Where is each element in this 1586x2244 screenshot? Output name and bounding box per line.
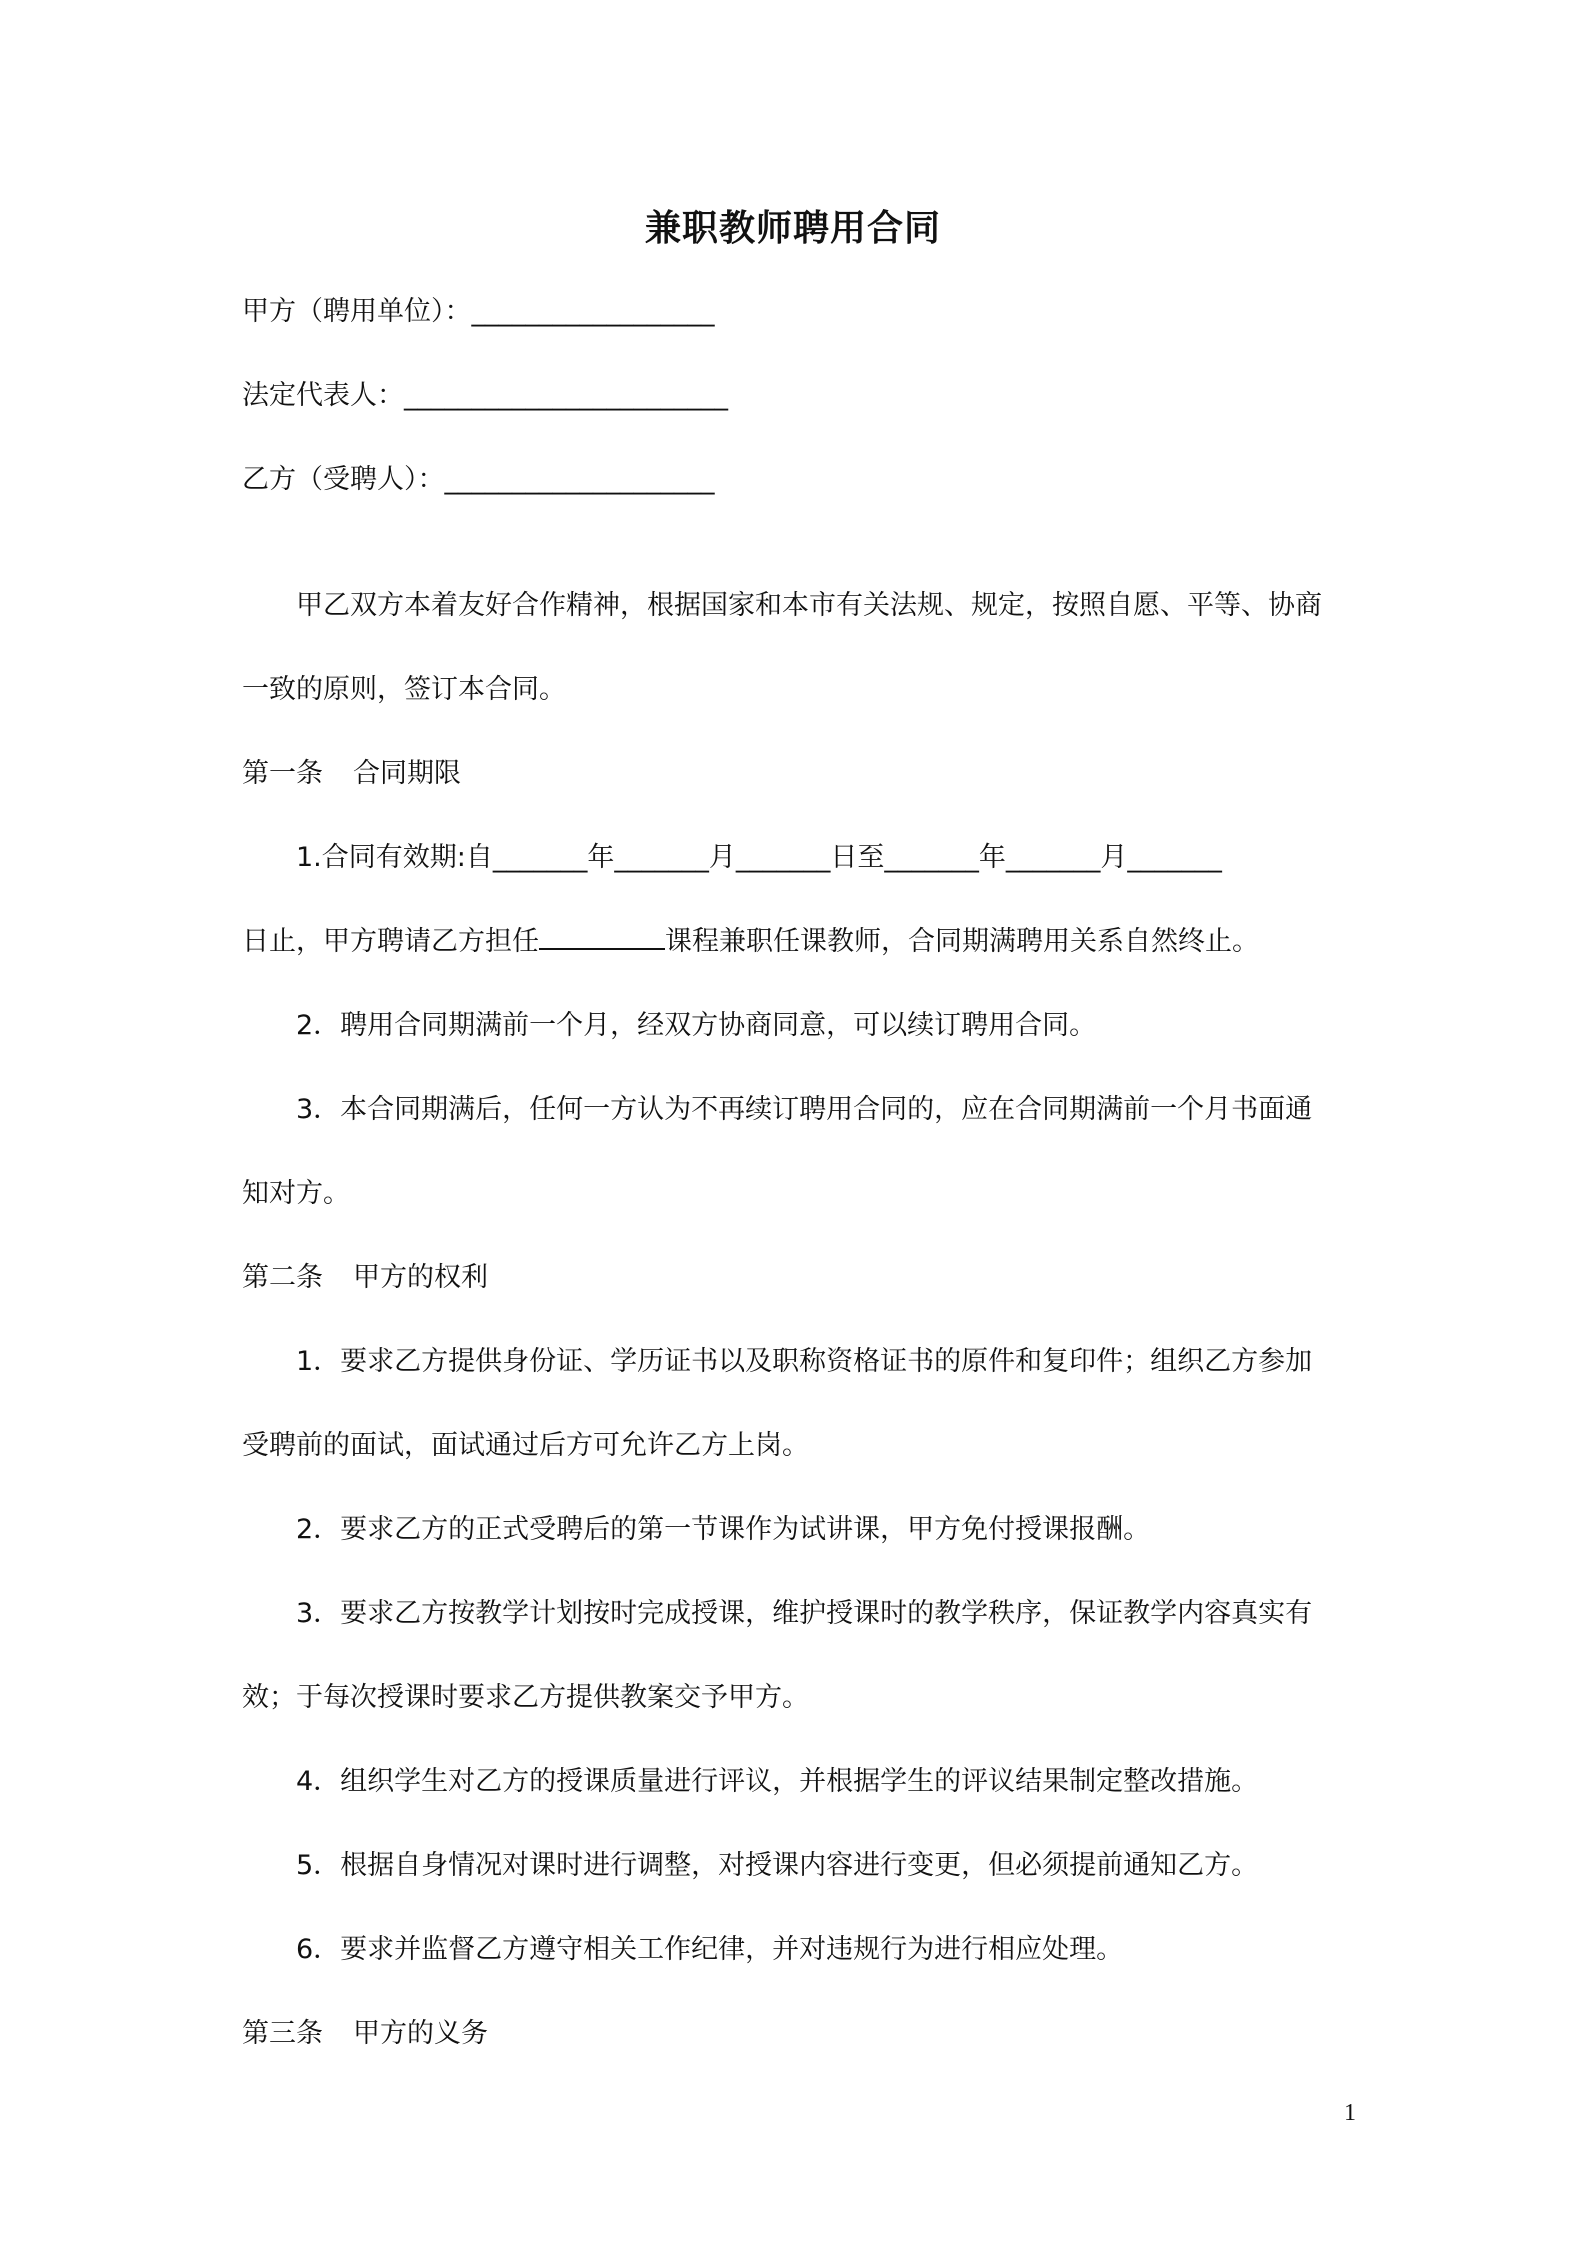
article-3-heading	[242, 2014, 1358, 2054]
document-title: 兼职教师聘用合同	[644, 208, 941, 249]
party-a-blank: __________________	[471, 296, 715, 327]
article-1-item-1-post: 课程兼职任课教师，合同期满聘用关系自然终止。	[665, 926, 1259, 957]
article-1-item-3-line-1: 3．本合同期满后，任何一方认为不再续订聘用合同的，应在合同期满前一个月书面通	[296, 1094, 1313, 1125]
article-1-item-1-pre: 日止，甲方聘请乙方担任	[242, 926, 539, 957]
article-1-number: 第一条	[242, 758, 323, 789]
article-2-number: 第二条	[242, 1262, 323, 1293]
article-2-item-6: 6．要求并监督乙方遵守相关工作纪律，并对违规行为进行相应处理。	[296, 1934, 1124, 1965]
article-2-item-3-line-2: 效；于每次授课时要求乙方提供教案交予甲方。	[242, 1682, 809, 1713]
article-3-title: 甲方的义务	[353, 2018, 488, 2049]
article-1-item-2: 2．聘用合同期满前一个月，经双方协商同意，可以续订聘用合同。	[296, 1010, 1097, 1041]
preamble-line-2: 一致的原则，签订本合同。	[242, 674, 566, 705]
article-2-heading	[242, 1258, 1358, 1298]
article-3-number: 第三条	[242, 2018, 323, 2049]
party-b-blank: ____________________	[444, 464, 715, 495]
article-1-item-3-line-2: 知对方。	[242, 1178, 350, 1209]
article-1-heading	[242, 754, 1358, 794]
page-number: 1	[1344, 2100, 1356, 2126]
legal-rep-label: 法定代表人：	[242, 380, 404, 411]
course-blank	[539, 922, 665, 950]
article-2-item-5: 5．根据自身情况对课时进行调整，对授课内容进行变更，但必须提前通知乙方。	[296, 1850, 1259, 1881]
article-1-title: 合同期限	[353, 758, 461, 789]
party-b-label: 乙方（受聘人）：	[242, 464, 445, 495]
article-2-title: 甲方的权利	[353, 1262, 488, 1293]
article-1-item-1-line-1: 1.合同有效期:自_______年_______月_______日至_______年_______月_______	[296, 842, 1222, 873]
article-2-item-3-line-1: 3．要求乙方按教学计划按时完成授课，维护授课时的教学秩序，保证教学内容真实有	[296, 1598, 1313, 1629]
article-2-item-1-line-2: 受聘前的面试，面试通过后方可允许乙方上岗。	[242, 1430, 809, 1461]
party-a-line	[242, 292, 1358, 332]
party-b-line	[242, 460, 1358, 500]
legal-rep-blank: ________________________	[404, 380, 728, 411]
article-2-item-2: 2．要求乙方的正式受聘后的第一节课作为试讲课，甲方免付授课报酬。	[296, 1514, 1151, 1545]
preamble-line-1: 甲乙双方本着友好合作精神，根据国家和本市有关法规、规定，按照自愿、平等、协商	[296, 590, 1322, 621]
party-a-label: 甲方（聘用单位）：	[242, 296, 472, 327]
article-2-item-1-line-1: 1．要求乙方提供身份证、学历证书以及职称资格证书的原件和复印件；组织乙方参加	[296, 1346, 1313, 1377]
article-2-item-4: 4．组织学生对乙方的授课质量进行评议，并根据学生的评议结果制定整改措施。	[296, 1766, 1259, 1797]
article-1-item-1-line-2	[242, 922, 1358, 962]
legal-rep-line	[242, 376, 1358, 416]
